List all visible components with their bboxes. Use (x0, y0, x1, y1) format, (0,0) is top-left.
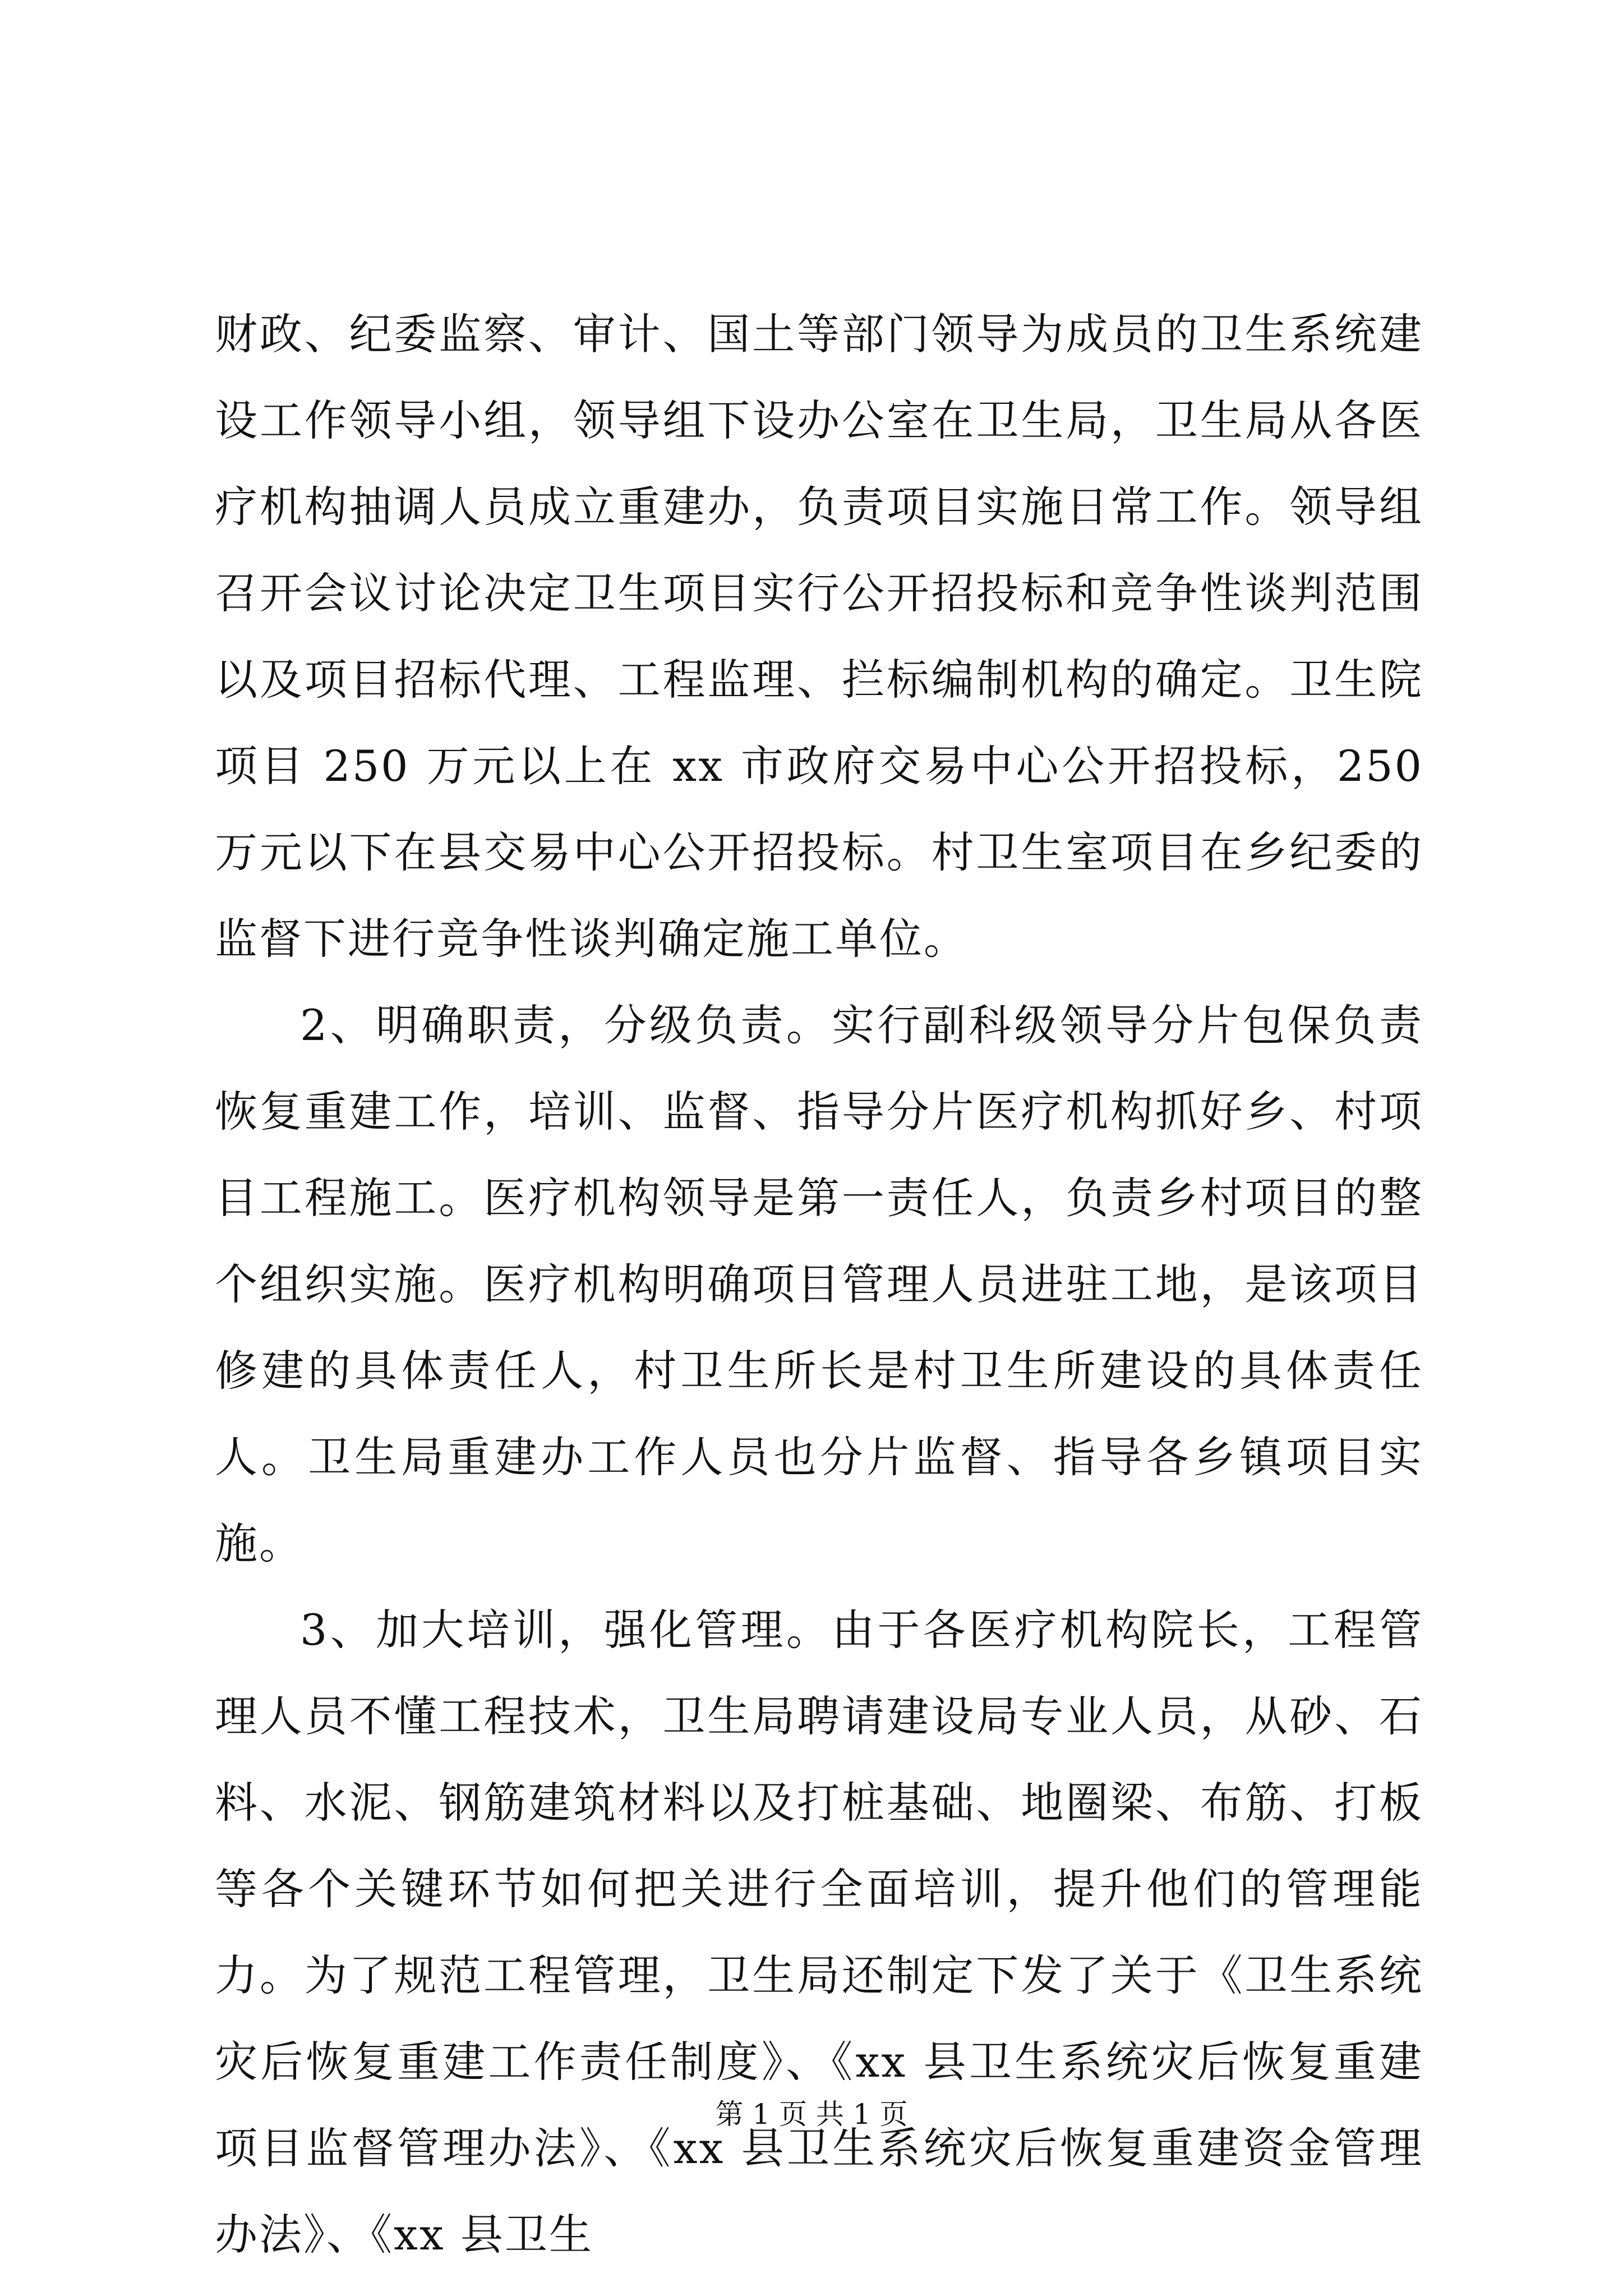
document-body (215, 291, 1423, 2278)
paragraph-item-3: 3、加大培训，强化管理。由于各医疗机构院长，工程管理人员不懂工程技术，卫生局聘请建设局专业人员，从砂、石料、水泥、钢筋建筑材料以及打桩基础、地圈梁、布筋、打板等各个关键环节如何把关进行全面培训，提升他们的管理能力。为了规范工程管理，卫生局还制定下发了关于《卫生系统灾后恢复重建工作责任制度》、《xx 县卫生系统灾后恢复重建项目监督管理办法》、《xx 县卫生系统灾后恢复重建资金管理办法》、《xx 县卫生 (215, 1605, 1423, 2260)
paragraph-continuation: 财政、纪委监察、审计、国土等部门领导为成员的卫生系统建设工作领导小组，领导组下设办公室在卫生局，卫生局从各医疗机构抽调人员成立重建办，负责项目实施日常工作。领导组召开会议讨论决定卫生项目实行公开招投标和竞争性谈判范围以及项目招标代理、工程监理、拦标编制机构的确定。卫生院项目 250 万元以上在 xx 市政府交易中心公开招投标，250 万元以下在县交易中心公开招投标。村卫生室项目在乡纪委的监督下进行竞争性谈判确定施工单位。 (215, 309, 1423, 964)
paragraph-item-2: 2、明确职责，分级负责。实行副科级领导分片包保负责恢复重建工作，培训、监督、指导分片医疗机构抓好乡、村项目工程施工。医疗机构领导是第一责任人，负责乡村项目的整个组织实施。医疗机构明确项目管理人员进驻工地，是该项目修建的具体责任人，村卫生所长是村卫生所建设的具体责任人。卫生局重建办工作人员也分片监督、指导各乡镇项目实施。 (215, 1000, 1423, 1568)
page-footer: 第 1 页 共 1 页 (715, 2098, 908, 2131)
